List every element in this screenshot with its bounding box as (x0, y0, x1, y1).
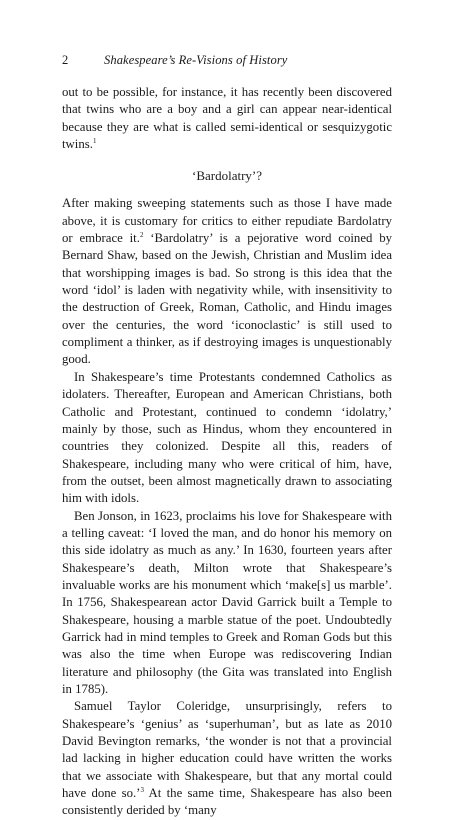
paragraph-text: In Shakespeare’s time Protestants condemned Catholics as idolaters. Thereafter, European and American Christians, both Catholic and Protestant, continued to condemn ‘idolatry,’ mainly by those, such as Hindus, whom they encountered in countries they colonized. Despite all this, readers of Shakespeare, including many who were critical of him, have, from the outset, been almost magnetically drawn to associating him with idols. (62, 369, 392, 506)
paragraph-text: ‘Bardolatry’ is a pejorative word coined by Bernard Shaw, based on the Jewish, Christian and Muslim idea that worshipping images is bad. So strong is this idea that the word ‘idol’ is laden with negativity while, with insensitivity to the destruction of Greek, Roman, Catholic, and Hindu images over the centuries, the word ‘iconoclastic’ is still used to compliment a thinker, as if destroying images is unquestionably good. (62, 231, 393, 367)
running-title: Shakespeare’s Re-Visions of History (104, 53, 288, 67)
paragraph-text: After making sweeping statements such as those I have made above, it is customary for critics to either repudiate Bardolatry or embrace it. (62, 196, 392, 246)
footnote-ref-1: 1 (92, 137, 97, 146)
running-head (62, 50, 392, 70)
footnote-ref-3: 3 (140, 786, 144, 795)
paragraph-text: Samuel Taylor Coleridge, unsurprisingly, refers to Shakespeare’s ‘genius’ as ‘superhuman’, but as late as 2010 David Bevington remarks, ‘the wonder is not that a provincial lad lacking in higher education could have written the works that we associate with Shakespeare, but that any mortal could have done so.’ (62, 699, 392, 801)
footnote-ref-2: 2 (139, 231, 144, 240)
body-text (62, 84, 392, 820)
section-heading: ‘Bardolatry’? (191, 168, 263, 184)
paragraph-jonson (62, 508, 392, 699)
paragraph-protestants (62, 369, 392, 508)
book-page (62, 50, 392, 820)
paragraph-continued (62, 84, 392, 153)
paragraph-text: Ben Jonson, in 1623, proclaims his love for Shakespeare with a telling caveat: ‘I loved the man, and do honor his memory on this side idolatry as much as any.’ In 1630, fourteen years after Shakespeare’s death, Milton wrote that Shakespeare’s invaluable works are his monument which ‘make[s] us marble’. In 1756, Shakespearean actor David Garrick built a Temple to Shakespeare, housing a marble statue of the poet. Undoubtedly Garrick had in mind temples to Greek and Roman Gods but this was also the time when Europe was rediscovering Indian literature and philosophy (the Gita was translated into English in 1785). (62, 508, 392, 696)
paragraph-text: out to be possible, for instance, it has recently been discovered that twins who are a boy and a girl can appear near-identical because they are what is called semi-identical or sesquizygotic twins. (62, 85, 392, 152)
paragraph-text: At the same time, Shakespeare has also been consistently derided by ‘many (62, 786, 392, 818)
paragraph-bardolatry (62, 195, 392, 368)
paragraph-coleridge (62, 698, 392, 819)
page-number: 2 (62, 53, 69, 67)
